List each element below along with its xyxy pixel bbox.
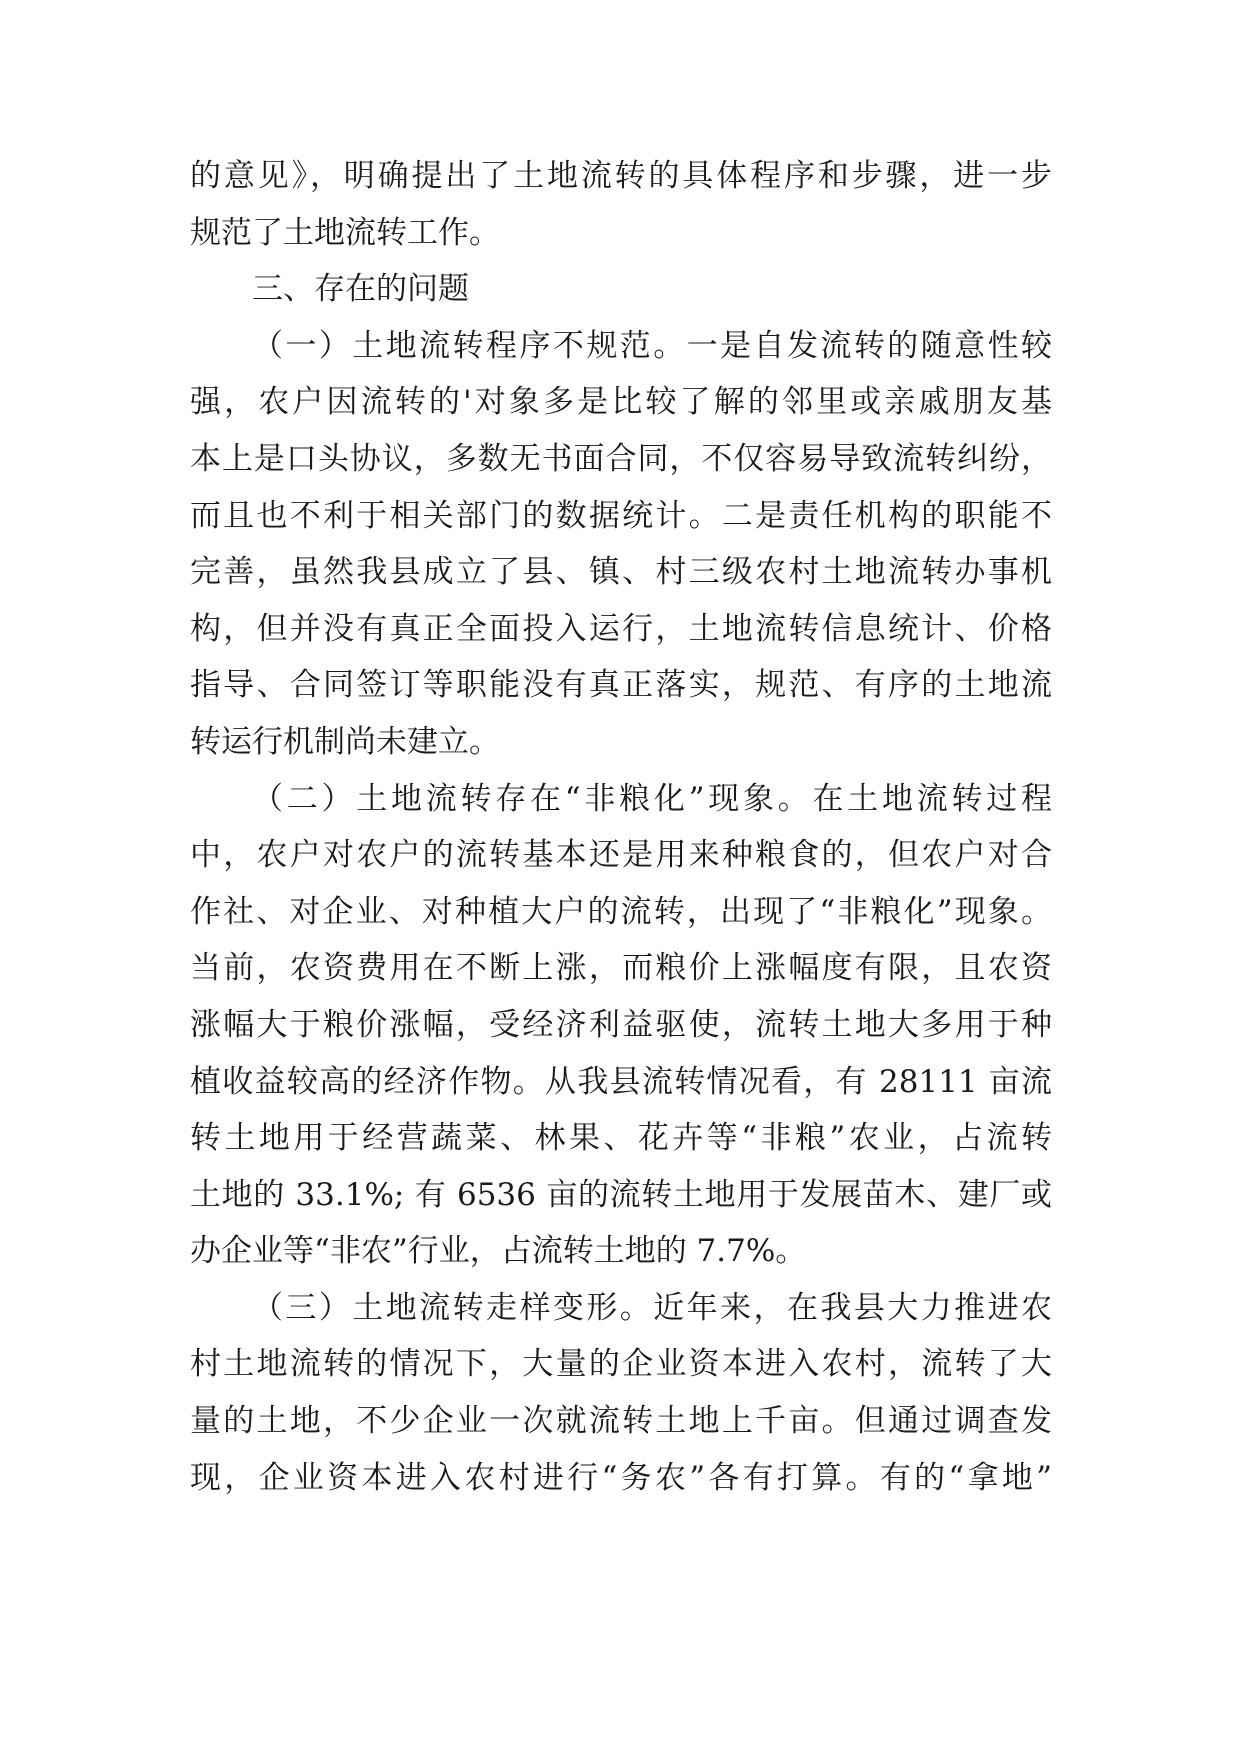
paragraph xyxy=(190,318,1052,771)
text-line: 办企业等“非农”行业，占流转土地的 7.7%。 xyxy=(190,1233,807,1270)
document-body xyxy=(190,148,1052,1506)
text-line: 植收益较高的经济作物。从我县流转情况看，有 28111 亩流 xyxy=(190,1063,1052,1100)
text-line: 而且也不利于相关部门的数据统计。二是责任机构的职能不 xyxy=(190,497,1052,534)
text-line: 完善，虽然我县成立了县、镇、村三级农村土地流转办事机 xyxy=(190,554,1052,591)
text-line: 三、存在的问题 xyxy=(252,271,469,308)
text-line: 转土地用于经营蔬菜、林果、花卉等“非粮”农业，占流转 xyxy=(190,1120,1052,1157)
text-line: （二）土地流转存在“非粮化”现象。在土地流转过程 xyxy=(252,780,1052,817)
text-line: 现，企业资本进入农村进行“务农”各有打算。有的“拿地” xyxy=(190,1459,1052,1496)
text-line: （三）土地流转走样变形。近年来，在我县大力推进农 xyxy=(252,1289,1052,1326)
text-line: 构，但并没有真正全面投入运行，土地流转信息统计、价格 xyxy=(190,610,1052,647)
paragraph xyxy=(190,148,1052,261)
text-line: 作社、对企业、对种植大户的流转，出现了“非粮化”现象。 xyxy=(190,893,1052,930)
text-line: 的意见》，明确提出了土地流转的具体程序和步骤，进一步 xyxy=(190,158,1052,194)
text-line: 中，农户对农户的流转基本还是用来种粮食的，但农户对合 xyxy=(190,837,1052,874)
text-line: （一）土地流转程序不规范。一是自发流转的随意性较 xyxy=(252,327,1052,364)
text-line: 规范了土地流转工作。 xyxy=(190,214,500,251)
text-line: 量的土地，不少企业一次就流转土地上千亩。但通过调查发 xyxy=(190,1403,1052,1440)
text-line: 土地的 33.1%; 有 6536 亩的流转土地用于发展苗木、建厂或 xyxy=(190,1176,1052,1213)
text-line: 村土地流转的情况下，大量的企业资本进入农村，流转了大 xyxy=(190,1346,1052,1383)
document-page xyxy=(190,148,1052,1506)
paragraph xyxy=(190,1280,1052,1506)
text-line: 指导、合同签订等职能没有真正落实，规范、有序的土地流 xyxy=(190,667,1052,704)
text-line: 当前，农资费用在不断上涨，而粮价上涨幅度有限，且农资 xyxy=(190,950,1052,987)
text-line: 涨幅大于粮价涨幅，受经济利益驱使，流转土地大多用于种 xyxy=(190,1006,1052,1043)
paragraph xyxy=(190,771,1052,1280)
text-line: 强，农户因流转的'对象多是比较了解的邻里或亲戚朋友基 xyxy=(190,384,1052,421)
section-heading xyxy=(190,261,1052,318)
text-line: 转运行机制尚未建立。 xyxy=(190,723,500,760)
text-line: 本上是口头协议，多数无书面合同，不仅容易导致流转纠纷， xyxy=(190,440,1052,477)
